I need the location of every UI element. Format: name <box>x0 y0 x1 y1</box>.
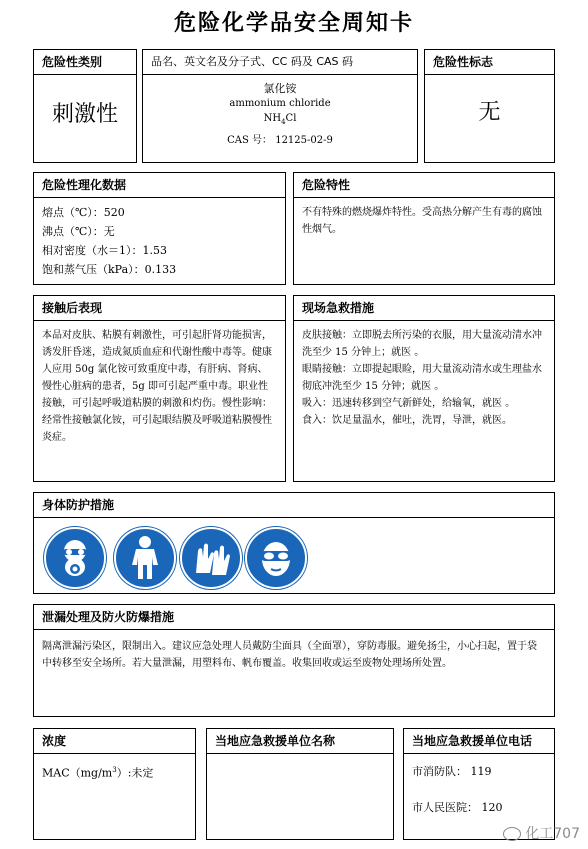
leak-text: 隔离泄漏污染区，限制出入。建议应急处理人员戴防尘面具（全面罩），穿防毒服。避免扬尘，小心扫起，置于袋中转移至安全场所。若大量泄漏，用塑料布、帆布覆盖。收集回收或运至废物处理场所处置。 <box>42 641 537 669</box>
melting-point: 熔点（℃）：520 <box>42 206 125 219</box>
hazard-props-box <box>293 172 555 285</box>
exposure-box <box>33 295 286 482</box>
hazard-props-label: 危险特性 <box>294 173 554 198</box>
vapor-pressure: 饱和蒸气压（kPa）：0.133 <box>42 263 177 276</box>
physchem-label: 危险性理化数据 <box>34 173 285 198</box>
identity-box <box>142 49 418 163</box>
hazard-category-value: 刺激性 <box>51 102 118 127</box>
local-unit-box <box>206 728 394 840</box>
first-aid-box <box>293 295 555 482</box>
exposure-label: 接触后表现 <box>34 296 285 321</box>
chemical-name-cn: 氯化铵 <box>263 82 297 95</box>
relative-density: 相对密度（水＝1）：1.53 <box>42 244 167 257</box>
gloves-icon <box>180 527 242 589</box>
local-unit-label: 当地应急救援单位名称 <box>207 729 393 754</box>
wechat-icon <box>503 827 521 841</box>
hazard-mark-value: 无 <box>478 100 501 125</box>
hazard-category-label: 危险性类别 <box>34 50 136 75</box>
first-aid-ingestion: 食入：饮足量温水，催吐，洗胃，导泄，就医。 <box>302 415 512 426</box>
identity-label: 品名、英文名及分子式、CC 码及 CAS 码 <box>143 50 417 75</box>
hazard-category-box <box>33 49 137 163</box>
watermark: 化工707 <box>503 823 580 843</box>
phone-label: 当地应急救援单位电话 <box>404 729 554 754</box>
leak-box <box>33 604 555 717</box>
safety-goggles-icon <box>245 527 307 589</box>
cas-number: CAS 号： 12125-02-9 <box>227 135 333 146</box>
fire-brigade-phone: 市消防队： 119 <box>412 765 492 778</box>
first-aid-skin: 皮肤接触：立即脱去所污染的衣服，用大量流动清水冲洗至少 15 分钟上；就医 。 <box>302 330 542 358</box>
physchem-box <box>33 172 286 285</box>
exposure-text: 本品对皮肤、粘膜有刺激性，可引起肝肾功能损害，诱发肝昏迷，造成氮质血症和代谢性酸中毒等。健康人应用 50g 氯化铵可致重度中毒，有肝病、肾病、慢性心脏病的患者，5g 即可引起严重中毒。职业性接触，可引起呼吸道粘膜的刺激和灼伤。慢性影响：经常性接触氯化铵，可引起眼结膜及呼吸道粘膜慢性炎症。 <box>42 330 272 443</box>
first-aid-inhalation: 吸入：迅速转移到空气新鲜处，给输氧，就医 。 <box>302 398 516 409</box>
concentration-label: 浓度 <box>34 729 195 754</box>
hazard-props-text: 不有特殊的燃烧爆炸特性。受高热分解产生有毒的腐蚀性烟气。 <box>302 207 542 235</box>
boiling-point: 沸点（℃）：无 <box>42 225 115 238</box>
mac-value: $MAC(mg/m^3)$:未定 <box>42 766 154 780</box>
first-aid-eyes: 眼睛接触：立即提起眼睑，用大量流动清水或生理盐水彻底冲洗至少 15 分钟；就医 。 <box>302 364 542 392</box>
concentration-box <box>33 728 196 840</box>
hazard-mark-label: 危险性标志 <box>425 50 554 75</box>
protective-suit-icon <box>114 527 176 589</box>
protection-label: 身体防护措施 <box>34 493 554 518</box>
gas-mask-icon <box>44 527 106 589</box>
hospital-phone: 市人民医院： 120 <box>412 801 503 814</box>
page-title: 危险化学品安全周知卡 <box>173 11 414 36</box>
leak-label: 泄漏处理及防火防爆措施 <box>34 605 554 630</box>
chemical-name-en: ammonium chloride <box>229 98 331 109</box>
hazard-mark-box <box>424 49 555 163</box>
first-aid-label: 现场急救措施 <box>294 296 554 321</box>
chemical-formula: $NH_4Cl$ <box>263 113 297 126</box>
